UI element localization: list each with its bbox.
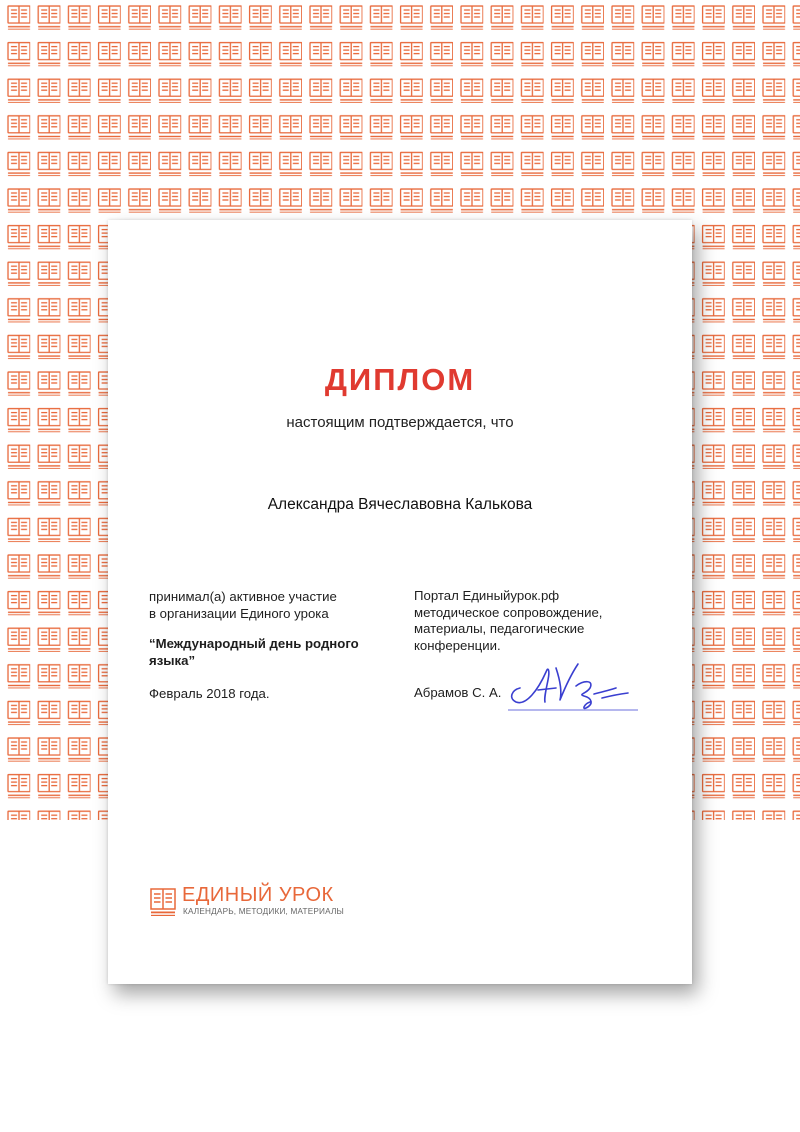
logo-tagline: КАЛЕНДАРЬ, МЕТОДИКИ, МАТЕРИАЛЫ bbox=[183, 907, 344, 916]
diploma-sheet bbox=[108, 220, 692, 984]
participation-block bbox=[149, 588, 379, 702]
diploma-subtitle: настоящим подтверждается, что bbox=[286, 414, 514, 431]
participation-line-1: принимал(а) активное участие bbox=[149, 589, 337, 604]
portal-line-1: Портал Единыйурок.рф bbox=[414, 588, 560, 603]
event-name bbox=[149, 635, 379, 669]
event-date: Февраль 2018 года. bbox=[149, 686, 270, 701]
portal-line-2: методическое сопровождение, bbox=[414, 604, 603, 620]
edinyi-urok-logo bbox=[150, 886, 410, 922]
open-book-icon bbox=[150, 888, 176, 918]
portal-line-4: конференции. bbox=[414, 637, 501, 653]
portal-block bbox=[414, 588, 644, 654]
logo-name: ЕДИНЫЙ УРОК bbox=[182, 884, 334, 906]
signer-name: Абрамов С. А. bbox=[414, 685, 502, 700]
participation-line-2: в организации Единого урока bbox=[149, 606, 329, 621]
event-name-line-2: языка” bbox=[149, 653, 196, 668]
diploma-title: ДИПЛОМ bbox=[324, 362, 476, 397]
event-name-line-1: “Международный день родного bbox=[149, 636, 359, 651]
signature bbox=[498, 650, 648, 714]
recipient-name: Александра Вячеславовна Калькова bbox=[267, 496, 533, 513]
portal-line-3: материалы, педагогические bbox=[414, 621, 585, 636]
